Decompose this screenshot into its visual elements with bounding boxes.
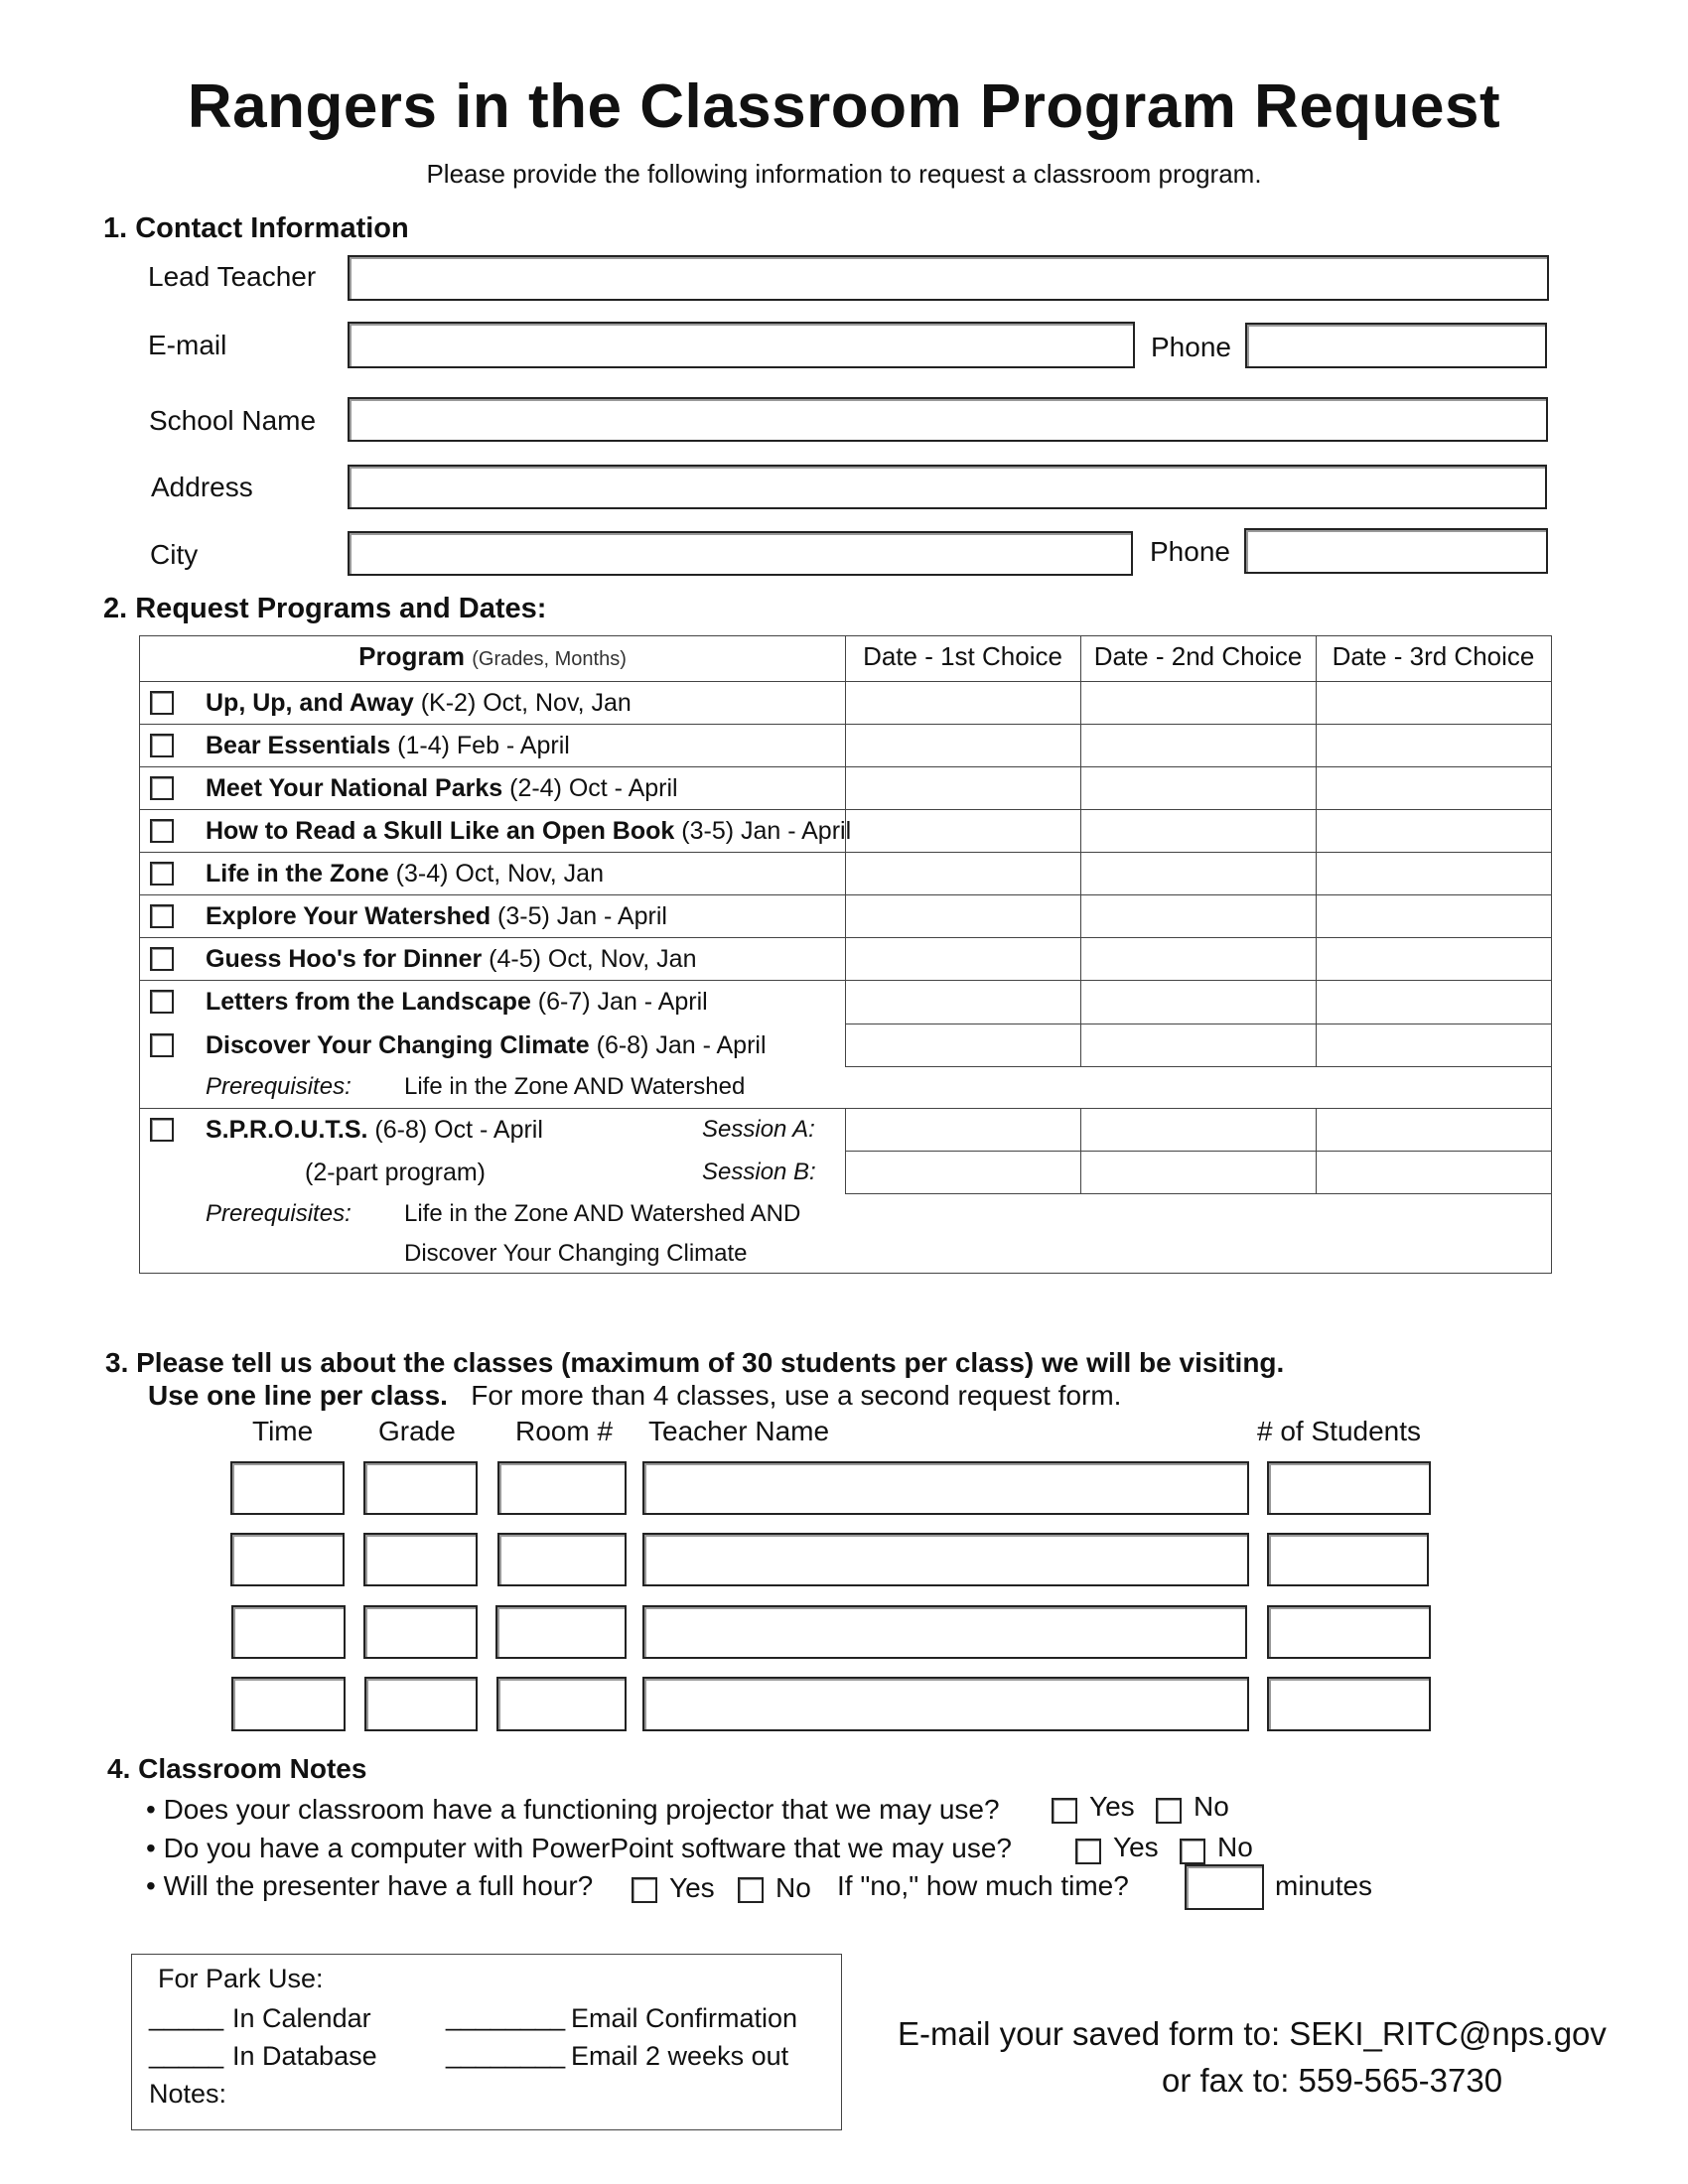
program-checkbox[interactable] xyxy=(150,734,174,757)
park-use-heading: For Park Use: xyxy=(158,1964,324,1993)
powerpoint-no-checkbox[interactable] xyxy=(1180,1839,1205,1864)
two-part-label: (2-part program) xyxy=(305,1158,486,1186)
class-time-field[interactable] xyxy=(230,1461,345,1515)
program-label: Up, Up, and Away (K-2) Oct, Nov, Jan xyxy=(206,688,632,717)
projector-yes-checkbox[interactable] xyxy=(1052,1798,1077,1824)
section3-subline-normal: For more than 4 classes, use a second request form. xyxy=(471,1380,1122,1411)
time-header: Time xyxy=(252,1416,314,1446)
class-time-field[interactable] xyxy=(231,1605,346,1659)
class-students-field[interactable] xyxy=(1267,1533,1429,1586)
program-header-label: Program xyxy=(358,641,466,671)
powerpoint-no-label: No xyxy=(1217,1832,1253,1862)
grade-header: Grade xyxy=(378,1416,456,1446)
program-checkbox[interactable] xyxy=(150,819,174,843)
session-a-label: Session A: xyxy=(702,1116,815,1143)
in-database-label: In Database xyxy=(232,2041,377,2071)
lead-teacher-label: Lead Teacher xyxy=(148,261,317,292)
city-field[interactable] xyxy=(348,531,1133,576)
program-label: Explore Your Watershed (3-5) Jan - April xyxy=(206,901,667,930)
phone-field[interactable] xyxy=(1245,323,1547,368)
address-label: Address xyxy=(151,472,253,502)
minutes-field[interactable] xyxy=(1185,1864,1264,1910)
program-checkbox[interactable] xyxy=(150,691,174,715)
prereq2-text-line1: Life in the Zone AND Watershed AND xyxy=(404,1200,801,1227)
school-name-label: School Name xyxy=(149,405,317,436)
two-weeks-blank: ________ xyxy=(446,2039,566,2069)
prereq-text: Life in the Zone AND Watershed xyxy=(404,1073,746,1100)
program-label: Bear Essentials (1-4) Feb - April xyxy=(206,731,570,759)
powerpoint-yes-label: Yes xyxy=(1113,1832,1159,1862)
program-label: Meet Your National Parks (2-4) Oct - April xyxy=(206,773,678,802)
page-subtitle: Please provide the following information to request a classroom program. xyxy=(426,159,1262,189)
section3-subline xyxy=(148,1380,1121,1412)
class-teacher-field[interactable] xyxy=(642,1605,1247,1659)
class-room-field[interactable] xyxy=(497,1461,627,1515)
program-label: How to Read a Skull Like an Open Book (3-5) Jan - April xyxy=(206,816,852,845)
program-checkbox[interactable] xyxy=(150,990,174,1014)
projector-yes-label: Yes xyxy=(1089,1791,1135,1822)
phone2-label: Phone xyxy=(1150,536,1230,567)
email-label: E-mail xyxy=(148,330,227,360)
students-header: # of Students xyxy=(1257,1416,1422,1446)
lead-teacher-field[interactable] xyxy=(348,255,1549,301)
class-students-field[interactable] xyxy=(1267,1605,1431,1659)
class-teacher-field[interactable] xyxy=(642,1461,1249,1515)
date1-column-header: Date - 1st Choice xyxy=(863,641,1062,671)
email-instructions: E-mail your saved form to: SEKI_RITC@nps.gov xyxy=(898,2015,1607,2052)
class-grade-field[interactable] xyxy=(363,1533,478,1586)
email-2-weeks-label: Email 2 weeks out xyxy=(571,2041,789,2071)
class-grade-field[interactable] xyxy=(363,1605,478,1659)
class-room-field[interactable] xyxy=(495,1605,627,1659)
class-room-field[interactable] xyxy=(497,1533,627,1586)
address-field[interactable] xyxy=(348,465,1547,509)
program-header-sub: (Grades, Months) xyxy=(472,648,627,670)
section3-subline-bold: Use one line per class. xyxy=(148,1380,448,1411)
phone-label: Phone xyxy=(1151,332,1231,362)
program-column-header xyxy=(140,641,845,672)
program-label: Discover Your Changing Climate (6-8) Jan - April xyxy=(206,1030,767,1059)
class-time-field[interactable] xyxy=(230,1533,345,1586)
school-name-field[interactable] xyxy=(348,397,1548,442)
session-b-label: Session B: xyxy=(702,1159,816,1185)
program-checkbox[interactable] xyxy=(150,862,174,886)
class-grade-field[interactable] xyxy=(363,1461,478,1515)
teacher-name-header: Teacher Name xyxy=(648,1416,830,1446)
class-teacher-field[interactable] xyxy=(642,1533,1249,1586)
date3-column-header: Date - 3rd Choice xyxy=(1332,641,1535,671)
projector-no-label: No xyxy=(1194,1791,1229,1822)
section3-heading: 3. Please tell us about the classes (maximum of 30 students per class) we will be visiting. xyxy=(105,1347,1285,1378)
section1-heading: 1. Contact Information xyxy=(103,212,409,244)
time-question: If "no," how much time? xyxy=(837,1870,1129,1901)
program-checkbox[interactable] xyxy=(150,1033,174,1057)
program-table xyxy=(139,635,1552,1274)
program-label: Guess Hoo's for Dinner (4-5) Oct, Nov, Jan xyxy=(206,944,697,973)
database-blank: _____ xyxy=(149,2039,224,2069)
full-hour-yes-label: Yes xyxy=(669,1872,715,1903)
page-title: Rangers in the Classroom Program Request xyxy=(187,72,1501,141)
in-calendar-label: In Calendar xyxy=(232,2003,371,2033)
projector-question: • Does your classroom have a functioning projector that we may use? xyxy=(146,1794,1000,1825)
full-hour-yes-checkbox[interactable] xyxy=(632,1877,657,1903)
projector-no-checkbox[interactable] xyxy=(1156,1798,1182,1824)
full-hour-no-label: No xyxy=(775,1872,811,1903)
program-label: Letters from the Landscape (6-7) Jan - April xyxy=(206,987,708,1016)
class-teacher-field[interactable] xyxy=(642,1677,1249,1731)
prereq-label: Prerequisites: xyxy=(206,1073,352,1100)
date2-column-header: Date - 2nd Choice xyxy=(1093,641,1303,671)
prereq2-label: Prerequisites: xyxy=(206,1200,352,1227)
class-room-field[interactable] xyxy=(496,1677,627,1731)
city-label: City xyxy=(150,539,199,570)
class-students-field[interactable] xyxy=(1267,1461,1431,1515)
full-hour-question: • Will the presenter have a full hour? xyxy=(146,1870,594,1901)
powerpoint-question: • Do you have a computer with PowerPoint software that we may use? xyxy=(146,1833,1013,1863)
program-checkbox[interactable] xyxy=(150,776,174,800)
prereq2-text-line2: Discover Your Changing Climate xyxy=(404,1240,748,1267)
sprouts-checkbox[interactable] xyxy=(150,1118,174,1142)
confirmation-blank: ________ xyxy=(446,2001,566,2031)
section4-heading: 4. Classroom Notes xyxy=(107,1753,367,1784)
section2-heading: 2. Request Programs and Dates: xyxy=(103,593,547,624)
program-checkbox[interactable] xyxy=(150,904,174,928)
calendar-blank: _____ xyxy=(149,2001,224,2031)
class-time-field[interactable] xyxy=(231,1677,346,1731)
phone2-field[interactable] xyxy=(1244,528,1548,574)
class-grade-field[interactable] xyxy=(364,1677,478,1731)
email-confirmation-label: Email Confirmation xyxy=(571,2003,798,2033)
email-field[interactable] xyxy=(348,322,1135,368)
sprouts-label: S.P.R.O.U.T.S. (6-8) Oct - April xyxy=(206,1115,543,1144)
notes-label: Notes: xyxy=(149,2079,227,2109)
full-hour-no-checkbox[interactable] xyxy=(738,1877,764,1903)
class-students-field[interactable] xyxy=(1267,1677,1431,1731)
room-header: Room # xyxy=(515,1416,614,1446)
program-label: Life in the Zone (3-4) Oct, Nov, Jan xyxy=(206,859,604,887)
powerpoint-yes-checkbox[interactable] xyxy=(1075,1839,1101,1864)
program-checkbox[interactable] xyxy=(150,947,174,971)
fax-instructions: or fax to: 559-565-3730 xyxy=(1162,2062,1503,2099)
minutes-label: minutes xyxy=(1275,1870,1373,1901)
